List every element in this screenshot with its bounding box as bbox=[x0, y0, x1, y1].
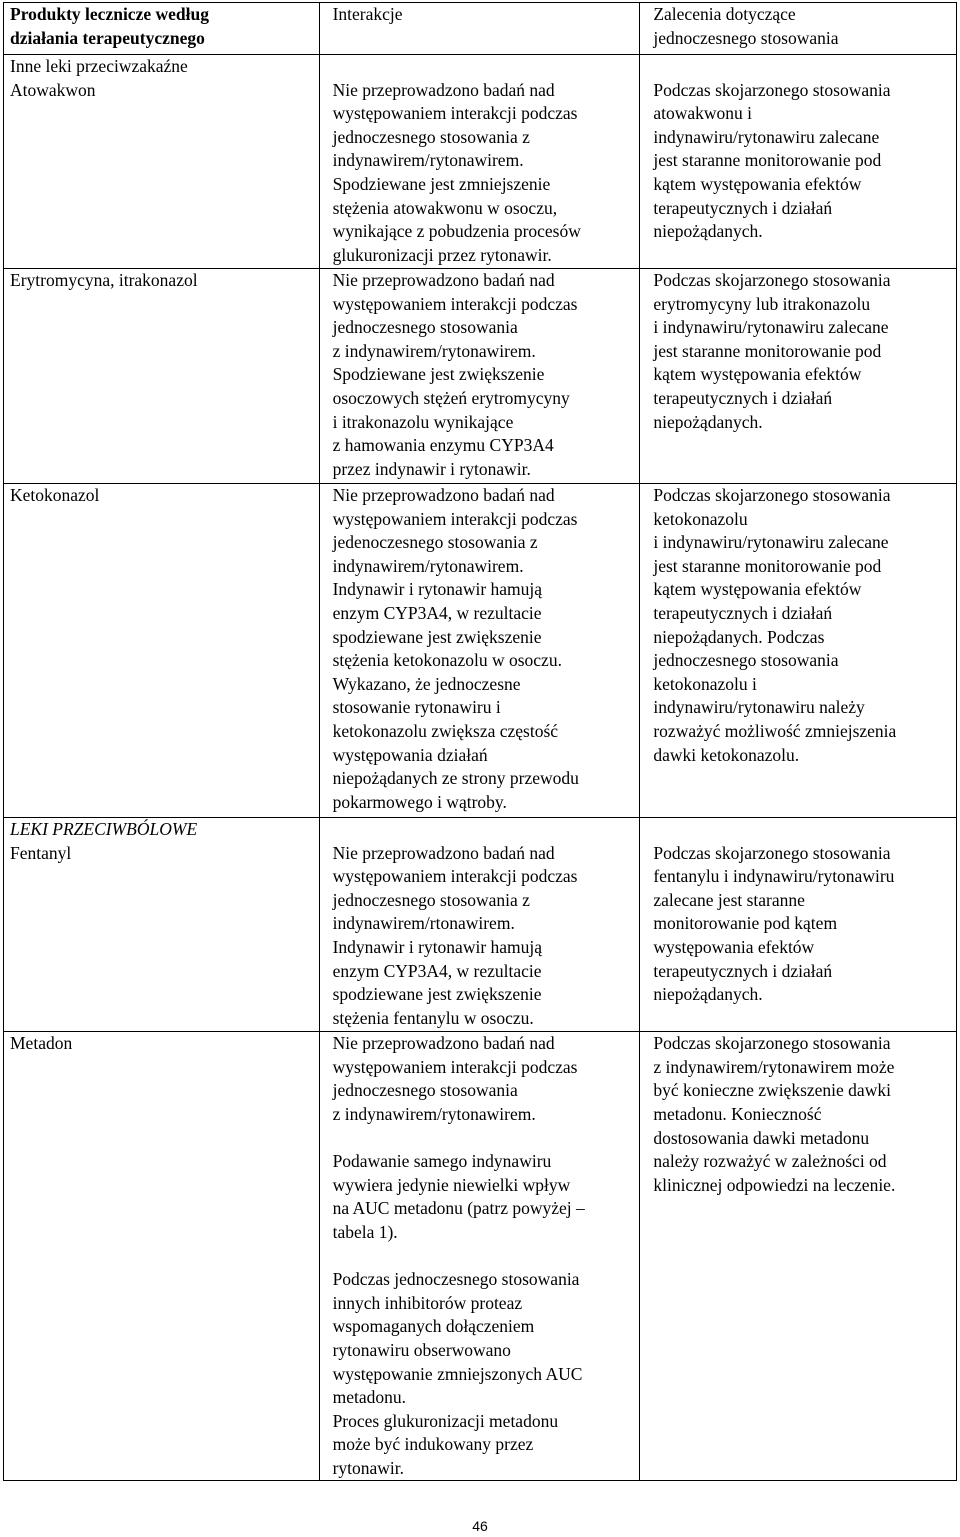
section-row-anti-infective bbox=[4, 55, 957, 79]
interaction-text: Nie przeprowadzono badań nad występowaniem interakcji podczas jednoczesnego stosowania z indynawirem/rytonawirem. Spodziewane jest zmniejszenie stężenia atowakwonu w osoczu, wynikające z pobudzenia procesów glukuronizacji przez rytonawir. bbox=[319, 79, 640, 269]
interaction-text: Nie przeprowadzono badań nad występowaniem interakcji podczas jednoczesnego stosowania z indynawirem/rytonawirem. Spodziewane jest zwiększenie osoczowych stężeń erytromycyny i itrakonazolu wynikające z hamowania enzymu CYP3A4 przez indynawir i rytonawir. bbox=[319, 269, 640, 484]
table-row bbox=[4, 842, 957, 1032]
recommendation-text: Podczas skojarzonego stosowania z indynawirem/rytonawirem może być konieczne zwiększenie dawki metadonu. Konieczność dostosowania dawki metadonu należy rozważyć w zależności od klinicznej odpowiedzi na leczenie. bbox=[640, 1032, 957, 1481]
drug-name: Metadon bbox=[4, 1032, 320, 1481]
drug-name: Atowakwon bbox=[4, 79, 320, 269]
table-row bbox=[4, 484, 957, 818]
section-title: LEKI PRZECIWBÓLOWE bbox=[4, 818, 320, 842]
page-number: 46 bbox=[472, 1518, 488, 1534]
header-products: Produkty lecznicze według działania terapeutycznego bbox=[4, 3, 320, 55]
interactions-table bbox=[3, 2, 957, 1481]
recommendation-text: Podczas skojarzonego stosowania fentanylu i indynawiru/rytonawiru zalecane jest staranne monitorowanie pod kątem występowania efektów terapeutycznych i działań niepożądanych. bbox=[640, 842, 957, 1032]
table-row bbox=[4, 269, 957, 484]
recommendation-text: Podczas skojarzonego stosowania erytromycyny lub itrakonazolu i indynawiru/rytonawiru zalecane jest staranne monitorowanie pod kątem występowania efektów terapeutycznych i działań niepożądanych. bbox=[640, 269, 957, 484]
drug-name: Fentanyl bbox=[4, 842, 320, 1032]
interaction-text: Nie przeprowadzono badań nad występowaniem interakcji podczas jednoczesnego stosowania z indynawirem/rytonawirem. Podawanie samego indynawiru wywiera jedynie niewielki wpływ na AUC metadonu (patrz powyżej – tabela 1). Podczas jednoczesnego stosowania innych inhibitorów proteaz wspomaganych dołączeniem rytonawiru obserwowano występowanie zmniejszonych AUC metadonu. Proces glukuronizacji metadonu może być indukowany przez rytonawir. bbox=[319, 1032, 640, 1481]
header-recommendations: Zalecenia dotyczące jednoczesnego stosowania bbox=[640, 3, 957, 55]
interaction-text: Nie przeprowadzono badań nad występowaniem interakcji podczas jedenoczesnego stosowania z indynawirem/rytonawirem. Indynawir i rytonawir hamują enzym CYP3A4, w rezultacie spodziewane jest zwiększenie stężenia ketokonazolu w osoczu. Wykazano, że jednoczesne stosowanie rytonawiru i ketokonazolu zwiększa częstość występowania działań niepożądanych ze strony przewodu pokarmowego i wątroby. bbox=[319, 484, 640, 818]
recommendation-text: Podczas skojarzonego stosowania ketokonazolu i indynawiru/rytonawiru zalecane jest staranne monitorowanie pod kątem występowania efektów terapeutycznych i działań niepożądanych. Podczas jednoczesnego stosowania ketokonazolu i indynawiru/rytonawiru należy rozważyć możliwość zmniejszenia dawki ketokonazolu. bbox=[640, 484, 957, 818]
interaction-text: Nie przeprowadzono badań nad występowaniem interakcji podczas jednoczesnego stosowania z indynawirem/rtonawirem. Indynawir i rytonawir hamują enzym CYP3A4, w rezultacie spodziewane jest zwiększenie stężenia fentanylu w osoczu. bbox=[319, 842, 640, 1032]
section-title: Inne leki przeciwzakaźne bbox=[4, 55, 320, 79]
table-header-row bbox=[4, 3, 957, 55]
recommendation-text: Podczas skojarzonego stosowania atowakwonu i indynawiru/rytonawiru zalecane jest staranne monitorowanie pod kątem występowania efektów terapeutycznych i działań niepożądanych. bbox=[640, 79, 957, 269]
section-row-analgesics bbox=[4, 818, 957, 842]
table-row bbox=[4, 79, 957, 269]
header-interactions: Interakcje bbox=[319, 3, 640, 55]
drug-name: Erytromycyna, itrakonazol bbox=[4, 269, 320, 484]
drug-name: Ketokonazol bbox=[4, 484, 320, 818]
table-row bbox=[4, 1032, 957, 1481]
